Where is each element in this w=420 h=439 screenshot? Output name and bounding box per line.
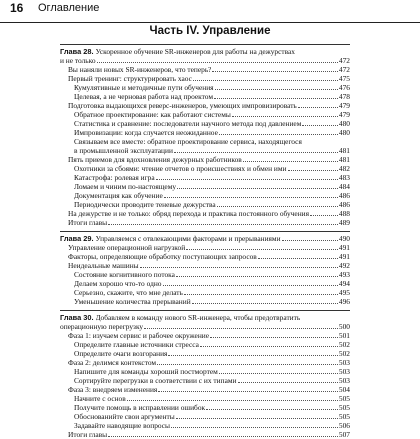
toc-entry-text: На дежурстве и не только: обряд перехода и практика постоянного обучения (68, 209, 310, 218)
toc-chapter (60, 310, 350, 322)
toc-page-number: 478 (338, 92, 350, 101)
dot-leader (192, 303, 338, 304)
toc-entry-text: Первый тренинг: структурировать хаос (68, 74, 192, 83)
toc-entry (60, 200, 350, 209)
toc-entry (60, 252, 350, 261)
toc-entry-text: Управляемся с отвлекающими факторами и прерываниями (95, 234, 281, 243)
toc-entry (60, 270, 350, 279)
toc-entry-text: Делаем хорошо что-то одно (74, 279, 162, 288)
dot-leader (176, 418, 338, 419)
toc-page-number: 495 (338, 288, 350, 297)
toc-entry (60, 128, 350, 137)
toc-page-number: 506 (338, 421, 350, 430)
toc-entry (60, 279, 350, 288)
toc-entry-text: Определите очаги возгорания (74, 349, 168, 358)
table-of-contents (60, 44, 350, 439)
toc-entry-text: Ускоренное обучение SR-инженеров для работы на дежурствах (95, 47, 295, 56)
dot-leader (174, 152, 338, 153)
toc-entry-text: Кумулятивные и методичные пути обучения (74, 83, 214, 92)
toc-entry-text: Ломаем и чиним по-настоящему (74, 182, 177, 191)
dot-leader (219, 373, 338, 374)
toc-entry (60, 83, 350, 92)
toc-page-number: 490 (338, 234, 350, 243)
chapter-number: Глава 30. (60, 313, 94, 322)
dot-leader (298, 107, 338, 108)
toc-entry (60, 297, 350, 306)
dot-leader (171, 427, 338, 428)
toc-page-number: 507 (338, 430, 350, 439)
dot-leader (163, 285, 338, 286)
toc-page-number: 479 (338, 101, 350, 110)
dot-leader (168, 355, 337, 356)
dot-leader (184, 294, 338, 295)
toc-page-number: 500 (338, 322, 350, 331)
toc-entry (60, 243, 350, 252)
toc-page-number: 505 (338, 394, 350, 403)
toc-page-number: 489 (338, 218, 350, 227)
toc-entry (60, 110, 350, 119)
toc-entry-text: Периодически проводите теневые дежурства (74, 200, 216, 209)
toc-entry (60, 261, 350, 270)
toc-entry (60, 403, 350, 412)
toc-entry (60, 376, 350, 385)
toc-entry (60, 191, 350, 200)
toc-entry-text: Итоги главы (68, 430, 108, 439)
part-title: Часть IV. Управление (149, 25, 271, 37)
dot-leader (212, 71, 337, 72)
toc-entry-text: Серьезно, скажите, что мне делать (74, 288, 183, 297)
toc-entry (60, 173, 350, 182)
dot-leader (193, 80, 338, 81)
toc-entry (60, 119, 350, 128)
toc-page-number: 502 (338, 340, 350, 349)
toc-entry (60, 65, 350, 74)
toc-entry-text: Неидеальные машины (68, 261, 139, 270)
toc-entry (60, 394, 350, 403)
page-header (0, 0, 420, 23)
toc-entry-text: Напишите для команды хороший постмортем (74, 367, 218, 376)
dot-leader (108, 224, 338, 225)
dot-leader (217, 206, 338, 207)
dot-leader (243, 161, 338, 162)
toc-entry-text: Пять приемов для вдохновления дежурных работников (68, 155, 242, 164)
toc-entry-text: Импровизации: когда случается неожиданное (74, 128, 218, 137)
toc-entry-text: Состояние когнитивного потока (74, 270, 175, 279)
toc-entry (60, 155, 350, 164)
dot-leader (127, 400, 338, 401)
dot-leader (157, 364, 338, 365)
chapter-number: Глава 29. (60, 234, 94, 243)
toc-page-number: 480 (338, 128, 350, 137)
dot-leader (310, 215, 338, 216)
dot-leader (164, 197, 338, 198)
toc-entry (60, 421, 350, 430)
toc-entry (60, 340, 350, 349)
toc-entry (60, 288, 350, 297)
dot-leader (176, 276, 338, 277)
toc-page-number: 505 (338, 412, 350, 421)
toc-entry-text: Факторы, определяющие обработку поступающих запросов (68, 252, 257, 261)
chapter-number: Глава 28. (60, 47, 94, 56)
toc-page-number: 481 (338, 146, 350, 155)
toc-page-number: 503 (338, 376, 350, 385)
dot-leader (156, 179, 338, 180)
toc-page-number: 472 (338, 65, 350, 74)
toc-entry (60, 164, 350, 173)
toc-entry (60, 56, 350, 65)
dot-leader (177, 188, 338, 189)
toc-page-number: 502 (338, 349, 350, 358)
dot-leader (282, 240, 338, 241)
toc-entry (60, 218, 350, 227)
toc-entry-text: Статистика и сравнение: последователи научного метода под давлением (74, 119, 302, 128)
toc-entry-text: Вы наняли новых SR-инженеров, что теперь? (68, 65, 212, 74)
toc-page-number: 481 (338, 155, 350, 164)
toc-page-number: 503 (338, 358, 350, 367)
toc-page-number: 501 (338, 331, 350, 340)
toc-entry-text: Управление операционной нагрузкой (68, 243, 186, 252)
toc-entry (60, 92, 350, 101)
toc-page-number: 492 (338, 261, 350, 270)
toc-entry (60, 385, 350, 394)
toc-entry-text: Определите главные источники стресса (74, 340, 199, 349)
toc-entry-text: Итоги главы (68, 218, 108, 227)
dot-leader (186, 249, 338, 250)
toc-page-number: 479 (338, 110, 350, 119)
page-number: 16 (10, 1, 24, 15)
toc-entry (60, 322, 350, 331)
toc-entry-text: в промышленной эксплуатации (74, 146, 173, 155)
dot-leader (140, 267, 338, 268)
toc-entry (60, 430, 350, 439)
toc-entry (60, 358, 350, 367)
dot-leader (97, 62, 338, 63)
toc-entry-text: Документация как обучение (74, 191, 163, 200)
toc-entry-text: Сортируйте перегрузки в соответствии с их типами (74, 376, 237, 385)
toc-chapter (60, 231, 350, 243)
dot-leader (108, 436, 338, 437)
toc-page-number: 480 (338, 119, 350, 128)
toc-page-number: 488 (338, 209, 350, 218)
toc-page-number: 493 (338, 270, 350, 279)
dot-leader (288, 170, 338, 171)
toc-entry-text: Фаза 2: делимся контекстом (68, 358, 157, 367)
toc-entry (60, 331, 350, 340)
toc-page-number: 486 (338, 191, 350, 200)
toc-entry (60, 101, 350, 110)
dot-leader (144, 328, 338, 329)
toc-chapter (60, 44, 350, 56)
toc-entry-text: Фаза 1: изучаем сервис и рабочее окружение (68, 331, 210, 340)
toc-entry-text: Охотники за сбоями: чтение отчетов о происшествиях и обмен ими (74, 164, 287, 173)
toc-entry (60, 209, 350, 218)
dot-leader (219, 134, 338, 135)
toc-entry-text: и не только (60, 56, 96, 65)
toc-entry-text: Связываем все вместе: обратное проектирование сервиса, находящегося (74, 137, 302, 146)
dot-leader (238, 382, 338, 383)
toc-entry-text: Получите помощь в исправлении ошибок (74, 403, 206, 412)
toc-entry-text: Подготовка выдающихся реверс-инженеров, умеющих импровизировать (68, 101, 297, 110)
toc-page-number: 476 (338, 83, 350, 92)
toc-entry (60, 367, 350, 376)
dot-leader (200, 346, 338, 347)
toc-page-number: 491 (338, 252, 350, 261)
toc-entry-text: Обоснованийте свои аргументы (74, 412, 175, 421)
dot-leader (210, 337, 338, 338)
toc-entry-text: Целевая, а не черновая работа над проектом (74, 92, 214, 101)
toc-entry-text: Обратное проектирование: как работают системы (74, 110, 231, 119)
toc-page-number: 486 (338, 200, 350, 209)
toc-entry (60, 349, 350, 358)
dot-leader (232, 116, 338, 117)
toc-page-number: 496 (338, 297, 350, 306)
toc-entry-text: Добавляем в команду нового SR-инженера, чтобы предотвратить (95, 313, 301, 322)
toc-page-number: 494 (338, 279, 350, 288)
toc-page-number: 504 (338, 385, 350, 394)
toc-entry (60, 182, 350, 191)
toc-page-number: 483 (338, 173, 350, 182)
toc-entry-text: Уменьшение количества прерываний (74, 297, 191, 306)
toc-page-number: 484 (338, 182, 350, 191)
toc-entry (60, 137, 350, 146)
toc-entry-text: Задавайте наводящие вопросы (74, 421, 171, 430)
toc-entry-text: Фаза 3: внедряем изменения (68, 385, 158, 394)
toc-page-number: 503 (338, 367, 350, 376)
dot-leader (302, 125, 338, 126)
toc-page-number: 491 (338, 243, 350, 252)
dot-leader (258, 258, 338, 259)
toc-entry-text: операционную перегрузку (60, 322, 144, 331)
dot-leader (215, 89, 338, 90)
toc-page-number: 472 (338, 56, 350, 65)
toc-entry (60, 74, 350, 83)
dot-leader (214, 98, 338, 99)
toc-entry-text: Начните с основ (74, 394, 126, 403)
toc-page-number: 482 (338, 164, 350, 173)
toc-page-number: 505 (338, 403, 350, 412)
dot-leader (206, 409, 338, 410)
toc-page-number: 475 (338, 74, 350, 83)
dot-leader (158, 391, 338, 392)
toc-entry (60, 146, 350, 155)
header-section-title: Оглавление (38, 2, 100, 14)
toc-entry-text: Катастрофа: ролевая игра (74, 173, 155, 182)
